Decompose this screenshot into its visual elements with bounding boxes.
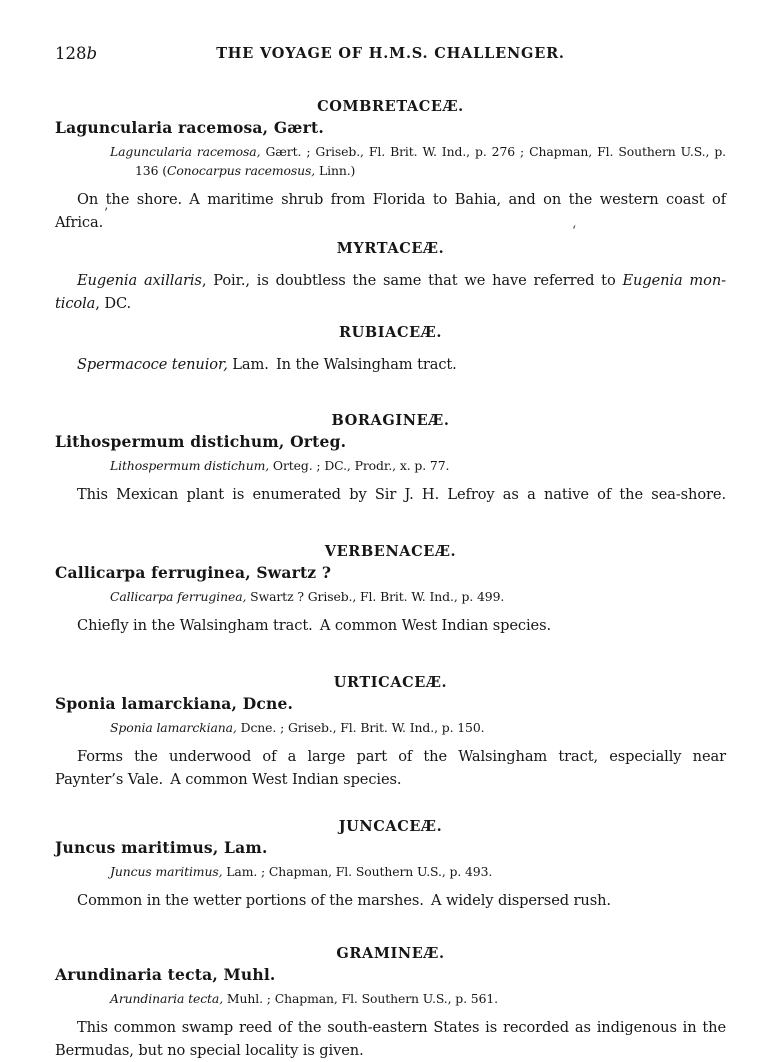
body-line: Paynter’s Vale. A common West Indian species. (55, 771, 402, 788)
species-heading: Juncus maritimus, Lam. (55, 838, 268, 857)
species-name-inline: ticola (55, 295, 96, 312)
citation-line (110, 718, 726, 737)
citation-line (110, 862, 726, 881)
body-paragraph: Common in the wetter portions of the marshes. A widely dispersed rush. (77, 892, 611, 909)
family-heading: GRAMINEÆ. (336, 945, 445, 962)
body-line: This common swamp reed of the south-eastern States is recorded as indigenous in the (77, 1019, 726, 1036)
citation-line (110, 456, 726, 475)
citation (55, 718, 726, 737)
species-name-inline: Eugenia mon- (622, 272, 726, 289)
species-heading: Sponia lamarckiana, Dcne. (55, 694, 294, 713)
citation-reference: Dcne. ; Griseb., Fl. Brit. W. Ind., p. 150. (236, 720, 485, 735)
citation-line (110, 989, 726, 1008)
species-name-inline: Eugenia axillaris (77, 272, 202, 289)
family-heading: URTICACEÆ. (333, 674, 448, 691)
body-paragraph (55, 1016, 726, 1062)
citation (55, 989, 726, 1008)
citation (55, 142, 726, 180)
section-combretaceae (55, 98, 726, 234)
citation-synonym: Conocarpus racemosus, (166, 163, 316, 178)
scan-artifact: ‘ (572, 224, 577, 239)
citation-reference: 136 ( (135, 163, 167, 178)
citation-species-name: Callicarpa ferruginea, (110, 589, 247, 604)
citation-reference: Lam. ; Chapman, Fl. Southern U.S., p. 493. (222, 864, 493, 879)
family-heading: BORAGINEÆ. (331, 412, 450, 429)
citation-species-name: Arundinaria tecta, (110, 991, 224, 1006)
species-heading: Callicarpa ferruginea, Swartz ? (55, 563, 332, 582)
citation-line (135, 161, 726, 180)
citation-species-name: Lithospermum distichum, (110, 458, 270, 473)
citation-line (110, 142, 726, 161)
body-paragraph (55, 269, 726, 315)
body-text: , Poir., is doubtless the same that we have referred to (201, 272, 623, 289)
citation-line (110, 587, 726, 606)
body-line (55, 292, 726, 315)
citation-species-name: Juncus maritimus, (110, 864, 223, 879)
body-paragraph (55, 745, 726, 791)
section-urticaceae (55, 674, 726, 791)
species-name-inline: Spermacoce tenuior, (77, 356, 228, 373)
species-heading: Lithospermum distichum, Orteg. (55, 432, 347, 451)
citation (55, 456, 726, 475)
family-heading: VERBENACEÆ. (324, 543, 457, 560)
body-line (55, 269, 726, 292)
citation-reference: Orteg. ; DC., Prodr., x. p. 77. (269, 458, 450, 473)
page-number-main: 128 (55, 44, 87, 63)
running-title: THE VOYAGE OF H.M.S. CHALLENGER. (216, 45, 565, 62)
body-line: Forms the underwood of a large part of the Walsingham tract, especially near (77, 748, 726, 765)
family-heading: RUBIACEÆ. (338, 324, 443, 341)
body-paragraph (55, 483, 726, 506)
species-heading: Arundinaria tecta, Muhl. (55, 965, 276, 984)
family-heading: MYRTACEÆ. (336, 240, 445, 257)
family-heading: COMBRETACEÆ. (317, 98, 464, 115)
body-line: Africa. (55, 214, 104, 231)
section-rubiaceae (55, 324, 726, 376)
scan-artifact: ’ (104, 206, 109, 221)
section-myrtaceae (55, 240, 726, 315)
body-text: Lam. In the Walsingham tract. (227, 356, 457, 373)
section-juncaceae (55, 818, 726, 912)
citation-reference: Linn.) (315, 163, 356, 178)
body-paragraph: Chiefly in the Walsingham tract. A common West Indian species. (77, 617, 552, 634)
species-heading: Laguncularia racemosa, Gært. (55, 118, 324, 137)
citation (55, 862, 726, 881)
body-line: This Mexican plant is enumerated by Sir J. H. Lefroy as a native of the sea-shore. (77, 486, 726, 503)
body-line: On the shore. A maritime shrub from Florida to Bahia, and on the western coast of (77, 191, 726, 208)
body-line: Bermudas, but no special locality is given. (55, 1042, 364, 1059)
page-header (55, 44, 726, 66)
page-number-suffix: b (86, 44, 98, 63)
section-gramineae (55, 945, 726, 1062)
citation-species-name: Sponia lamarckiana, (110, 720, 237, 735)
section-boragineae (55, 412, 726, 506)
citation (55, 587, 726, 606)
citation-reference: Gært. ; Griseb., Fl. Brit. W. Ind., p. 276 ; Chapman, Fl. Southern U.S., p. (260, 144, 726, 159)
citation-reference: Muhl. ; Chapman, Fl. Southern U.S., p. 561. (223, 991, 498, 1006)
body-text: , DC. (95, 295, 132, 312)
citation-species-name: Laguncularia racemosa, (110, 144, 261, 159)
section-verbenaceae (55, 543, 726, 637)
citation-reference: Swartz ? Griseb., Fl. Brit. W. Ind., p. 499. (246, 589, 505, 604)
family-heading: JUNCACEÆ. (338, 818, 443, 835)
body-paragraph (55, 353, 726, 376)
body-paragraph (55, 188, 726, 234)
